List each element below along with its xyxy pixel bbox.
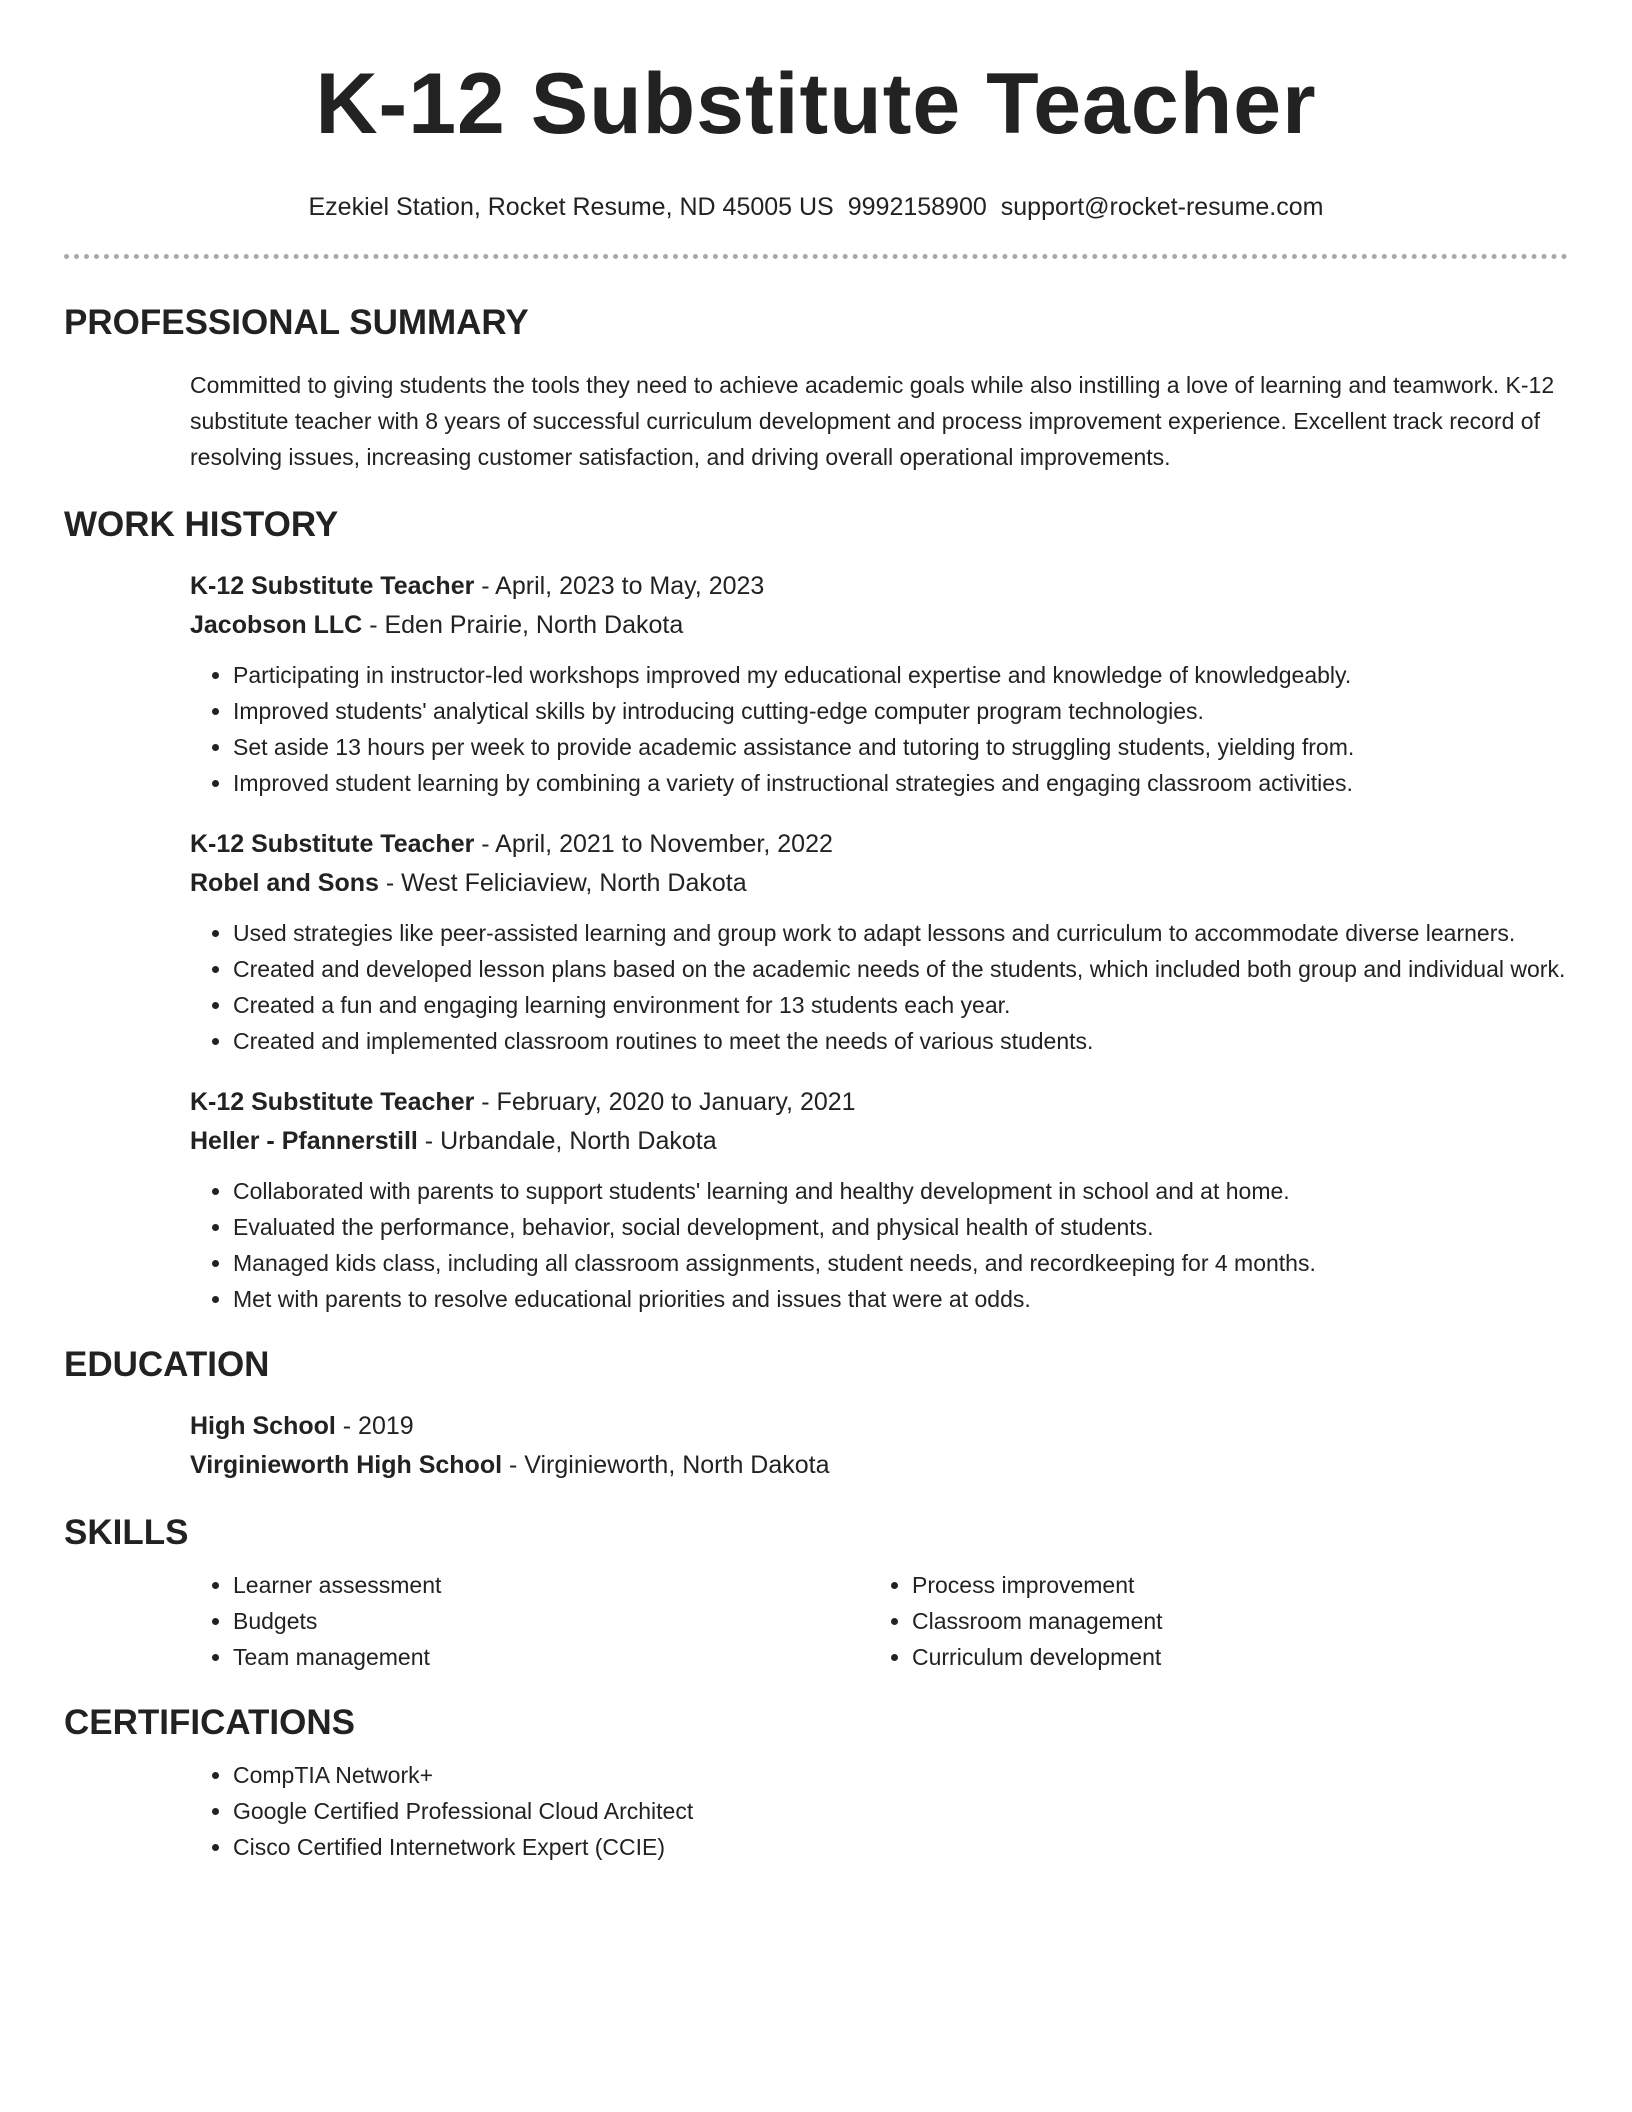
- list-item: • Set aside 13 hours per week to provide academic assistance and tutoring to struggling students, yielding from.: [233, 729, 1568, 765]
- education-heading: EDUCATION: [64, 1345, 270, 1384]
- job-company-line: [190, 1122, 1568, 1161]
- list-item: • Classroom management: [912, 1603, 1548, 1639]
- job-location: - West Feliciaview, North Dakota: [378, 869, 747, 897]
- list-item: • Improved student learning by combining a variety of instructional strategies and engaging classroom activities.: [233, 765, 1568, 801]
- job-title-line: [190, 1083, 1568, 1122]
- job-title-line: [190, 567, 1568, 606]
- degree-year: - 2019: [335, 1412, 414, 1440]
- job-company-line: [190, 864, 1568, 903]
- school-location: - Virginieworth, North Dakota: [502, 1451, 830, 1479]
- list-item: • Participating in instructor-led workshops improved my educational expertise and knowledge of knowledgeably.: [233, 657, 1568, 693]
- contact-email: support@rocket-resume.com: [1000, 193, 1324, 221]
- list-item: • Created and implemented classroom routines to meet the needs of various students.: [233, 1023, 1568, 1059]
- job-entry-2: [190, 825, 1568, 1059]
- certifications-list: [190, 1757, 1568, 1865]
- work-history-heading: WORK HISTORY: [64, 505, 339, 544]
- list-item: • Budgets: [233, 1603, 869, 1639]
- list-item: • Learner assessment: [233, 1567, 869, 1603]
- job-company-line: [190, 606, 1568, 645]
- resume-page: [64, 0, 1568, 1865]
- list-item: • Improved students' analytical skills by introducing cutting-edge computer program technologies.: [233, 693, 1568, 729]
- job-company: Jacobson LLC: [190, 611, 363, 639]
- list-item: • Curriculum development: [912, 1639, 1548, 1675]
- job-company: Robel and Sons: [190, 869, 379, 897]
- job-bullets: [190, 915, 1568, 1059]
- job-dates: - February, 2020 to January, 2021: [474, 1088, 856, 1116]
- skills-list: [190, 1567, 1568, 1675]
- education-entry: [190, 1407, 1568, 1485]
- list-item: • Met with parents to resolve educational priorities and issues that were at odds.: [233, 1281, 1568, 1317]
- job-bullets: [190, 1173, 1568, 1317]
- list-item: • Used strategies like peer-assisted learning and group work to adapt lessons and curriculum to accommodate diverse learners.: [233, 915, 1568, 951]
- list-item: • Created a fun and engaging learning environment for 13 students each year.: [233, 987, 1568, 1023]
- job-location: - Urbandale, North Dakota: [417, 1127, 717, 1155]
- summary-heading: PROFESSIONAL SUMMARY: [64, 303, 529, 342]
- contact-address: Ezekiel Station, Rocket Resume, ND 45005 US: [308, 193, 834, 221]
- job-entry-1: [190, 567, 1568, 801]
- list-item: • Process improvement: [912, 1567, 1548, 1603]
- list-item: • Team management: [233, 1639, 869, 1675]
- skills-column-left: [190, 1567, 869, 1675]
- job-title: K-12 Substitute Teacher: [190, 830, 475, 858]
- list-item: • Collaborated with parents to support students' learning and healthy development in school and at home.: [233, 1173, 1568, 1209]
- contact-phone: 9992158900: [847, 193, 987, 221]
- degree-line: [190, 1407, 1568, 1446]
- school-name: Virginieworth High School: [190, 1451, 503, 1479]
- job-title: K-12 Substitute Teacher: [190, 1088, 475, 1116]
- job-dates: - April, 2021 to November, 2022: [474, 830, 833, 858]
- list-item: • CompTIA Network+: [233, 1757, 1568, 1793]
- job-title-line: [190, 825, 1568, 864]
- list-item: • Cisco Certified Internetwork Expert (CCIE): [233, 1829, 1568, 1865]
- summary-text: Committed to giving students the tools they need to achieve academic goals while also instilling a love of learning and teamwork. K-12 substitute teacher with 8 years of successful curriculum development and process improvement experience. Excellent track record of resolving issues, increasing customer satisfaction, and driving overall operational improvements.: [190, 372, 1555, 470]
- list-item: • Google Certified Professional Cloud Architect: [233, 1793, 1568, 1829]
- job-dates: - April, 2023 to May, 2023: [474, 572, 765, 600]
- resume-title: K-12 Substitute Teacher: [315, 56, 1317, 152]
- degree-name: High School: [190, 1412, 336, 1440]
- list-item: • Evaluated the performance, behavior, social development, and physical health of students.: [233, 1209, 1568, 1245]
- certifications-heading: CERTIFICATIONS: [64, 1703, 356, 1742]
- job-location: - Eden Prairie, North Dakota: [362, 611, 684, 639]
- job-company: Heller - Pfannerstill: [190, 1127, 418, 1155]
- contact-line: [64, 190, 1568, 224]
- header-divider: [64, 254, 1568, 259]
- list-item: • Created and developed lesson plans based on the academic needs of the students, which included both group and individual work.: [233, 951, 1568, 987]
- job-title: K-12 Substitute Teacher: [190, 572, 475, 600]
- skills-heading: SKILLS: [64, 1513, 189, 1552]
- school-line: [190, 1446, 1568, 1485]
- list-item: • Managed kids class, including all classroom assignments, student needs, and recordkeeping for 4 months.: [233, 1245, 1568, 1281]
- job-bullets: [190, 657, 1568, 801]
- job-entry-3: [190, 1083, 1568, 1317]
- skills-column-right: [869, 1567, 1548, 1675]
